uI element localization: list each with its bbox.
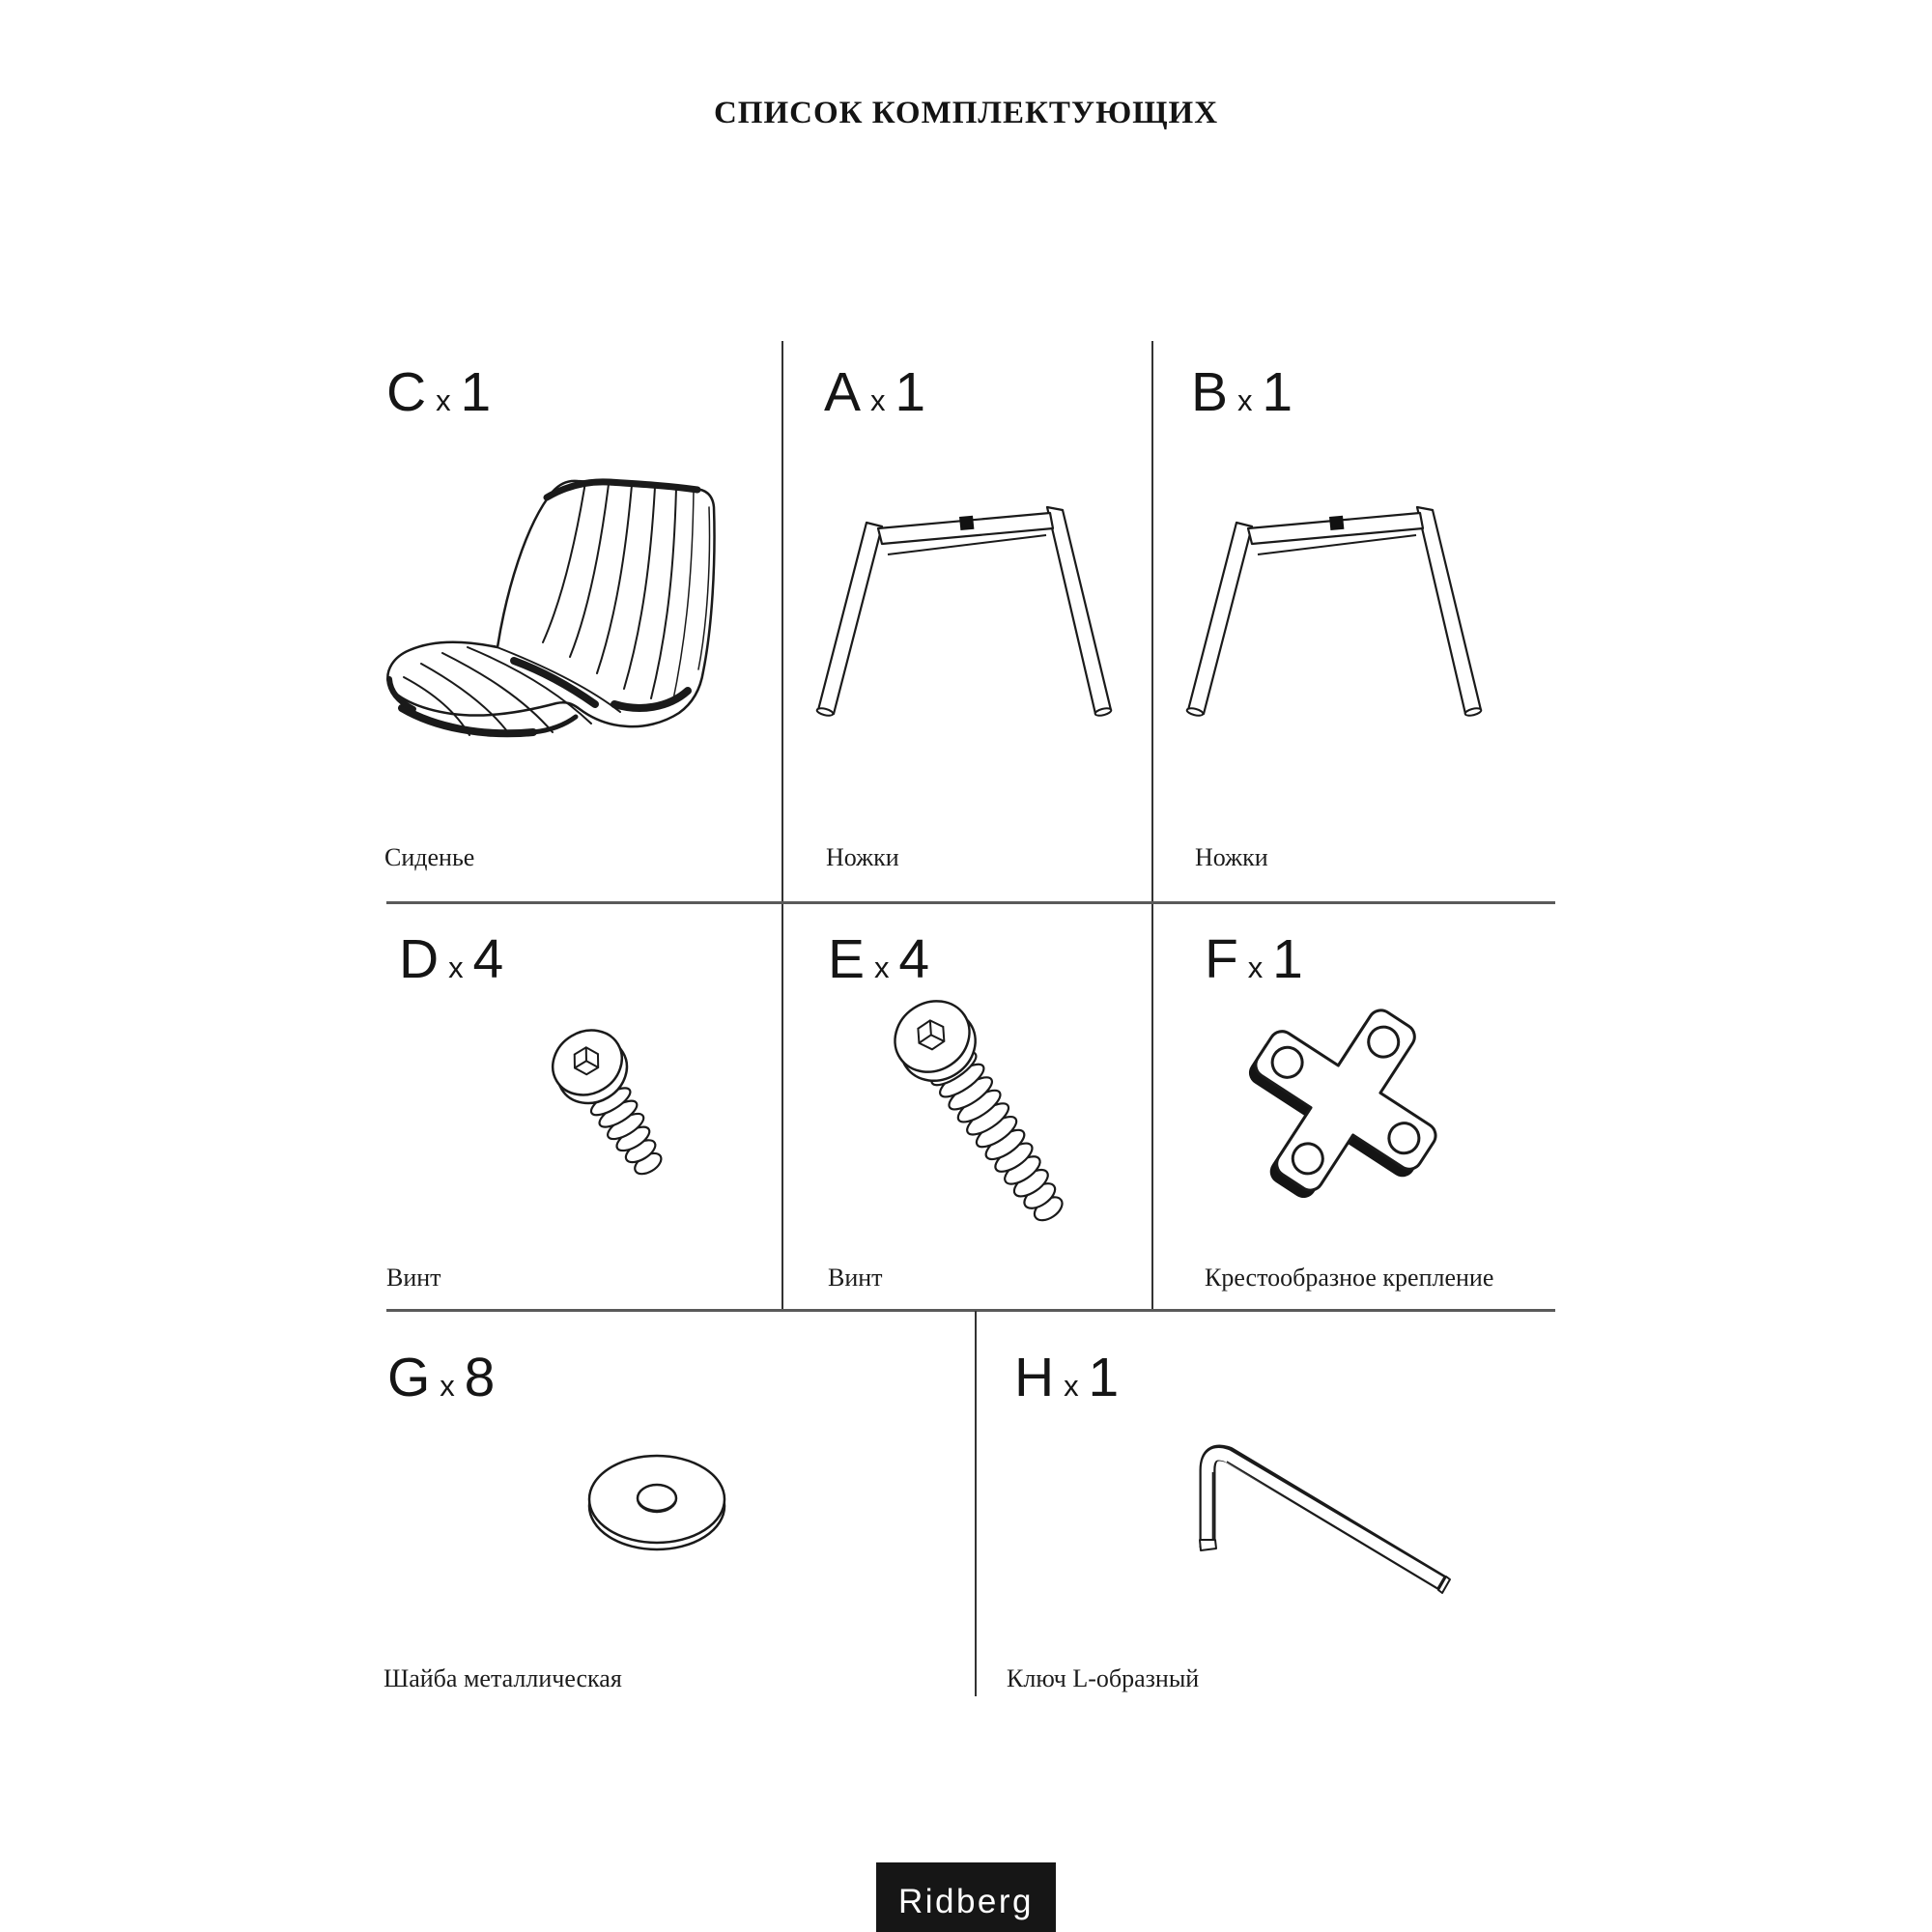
part-qty: 8 xyxy=(464,1347,496,1408)
part-caption-G: Шайба металлическая xyxy=(384,1664,622,1692)
multiply-symbol: x xyxy=(1236,384,1253,417)
part-qty: 4 xyxy=(472,928,504,990)
part-letter: A xyxy=(824,361,862,423)
multiply-symbol: x xyxy=(1247,951,1264,984)
part-letter: D xyxy=(399,928,440,990)
part-caption-H: Ключ L-образный xyxy=(1007,1664,1200,1692)
screw-long-drawing xyxy=(840,990,1082,1261)
part-qty: 4 xyxy=(898,928,930,990)
part-label-D xyxy=(399,928,504,990)
washer-drawing xyxy=(580,1444,734,1565)
chair-seat-drawing xyxy=(290,449,753,782)
part-label-B xyxy=(1191,361,1293,423)
part-label-E xyxy=(828,928,930,990)
cross-bracket-drawing xyxy=(1241,1000,1454,1208)
part-qty: 1 xyxy=(1272,928,1303,990)
part-caption-B: Ножки xyxy=(1195,843,1268,871)
part-letter: B xyxy=(1191,361,1229,423)
part-letter: G xyxy=(387,1347,431,1408)
part-label-F xyxy=(1205,928,1303,990)
grid-divider-vertical-2 xyxy=(1151,341,1153,1310)
part-qty: 1 xyxy=(460,361,492,423)
part-caption-E: Винт xyxy=(828,1264,883,1292)
brand-logo xyxy=(876,1862,1056,1932)
part-qty: 1 xyxy=(1262,361,1293,423)
part-letter: E xyxy=(828,928,866,990)
multiply-symbol: x xyxy=(1064,1369,1079,1403)
part-letter: H xyxy=(1014,1347,1055,1408)
grid-divider-vertical-3 xyxy=(975,1311,977,1696)
multiply-symbol: x xyxy=(436,384,451,417)
multiply-symbol: x xyxy=(869,384,886,417)
part-label-C xyxy=(386,361,492,423)
part-caption-F: Крестообразное крепление xyxy=(1205,1264,1494,1292)
multiply-symbol: x xyxy=(448,951,464,984)
grid-divider-horizontal-2 xyxy=(386,1309,1555,1312)
multiply-symbol: x xyxy=(440,1369,455,1403)
leg-frame-drawing xyxy=(807,502,1116,729)
leg-frame-drawing xyxy=(1177,502,1486,729)
grid-divider-vertical-1 xyxy=(781,341,783,1310)
part-label-H xyxy=(1014,1347,1120,1408)
part-caption-A: Ножки xyxy=(826,843,899,871)
part-label-A xyxy=(824,361,926,423)
multiply-symbol: x xyxy=(873,951,890,984)
screw-short-drawing xyxy=(507,1005,671,1212)
part-letter: F xyxy=(1205,928,1238,990)
page-title: СПИСОК КОМПЛЕКТУЮЩИХ xyxy=(713,96,1219,130)
part-caption-D: Винт xyxy=(386,1264,441,1292)
part-caption-C: Сиденье xyxy=(384,843,475,871)
brand-logo-text: Ridberg xyxy=(897,1883,1035,1920)
part-qty: 1 xyxy=(1088,1347,1120,1408)
part-letter: C xyxy=(386,361,427,423)
part-qty: 1 xyxy=(895,361,926,423)
grid-divider-horizontal-1 xyxy=(386,901,1555,904)
part-label-G xyxy=(387,1347,496,1408)
hex-key-drawing xyxy=(1188,1430,1468,1613)
